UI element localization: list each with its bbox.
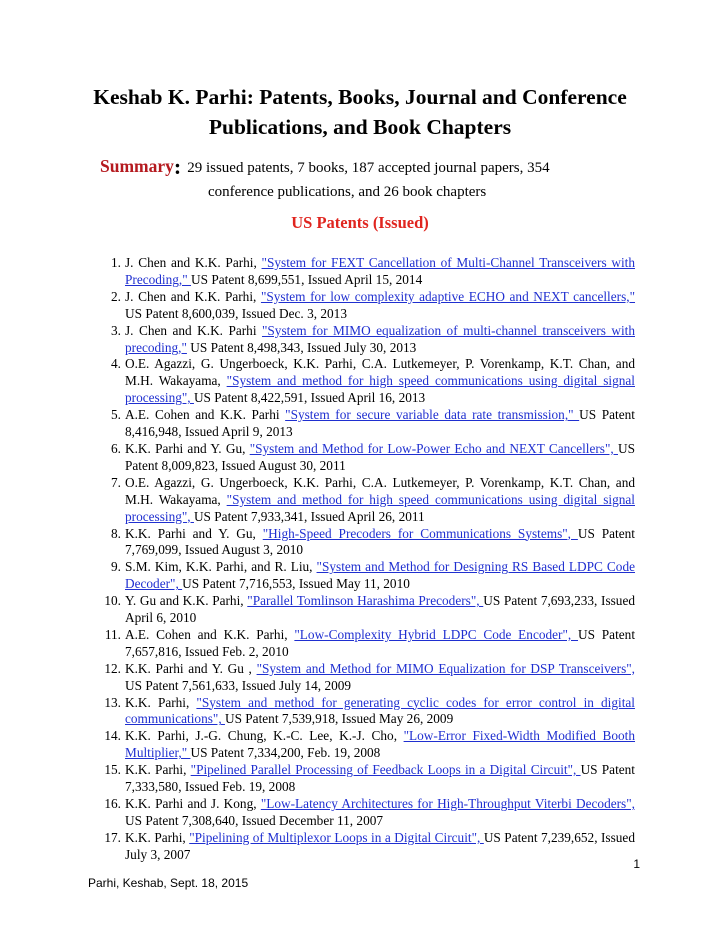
patent-title-link[interactable]: "System and method for high speed communications using digital signal processing", [125, 491, 635, 524]
patent-details: US Patent 7,561,633, Issued July 14, 2009 [125, 677, 352, 693]
patent-title-link[interactable]: "System for low complexity adaptive ECHO and NEXT cancellers," [260, 288, 636, 304]
patent-number: 15. [104, 762, 121, 778]
patent-number: 9. [111, 559, 121, 575]
patent-item [104, 694, 635, 729]
patent-details: US Patent 7,716,553, Issued May 11, 2010 [182, 576, 410, 592]
page-footer: Parhi, Keshab, Sept. 18, 2015 [88, 876, 249, 890]
patent-item [111, 440, 635, 475]
patent-item [104, 593, 635, 627]
title-line-2: Publications, and Book Chapters [208, 115, 512, 139]
patent-number: 2. [111, 288, 121, 304]
patent-item [104, 829, 635, 864]
patent-details: US Patent 7,333,580, Issued Feb. 19, 2008 [125, 762, 636, 795]
page-number: 1 [633, 857, 640, 871]
patent-authors: O.E. Agazzi, G. Ungerboeck, K.K. Parhi, C.A. Lutkemeyer, P. Vorenkamp, K.T. Chan, and M.H. Wakayama, [125, 356, 635, 389]
patent-authors: K.K. Parhi and Y. Gu, [125, 440, 250, 456]
section-heading-us-patents: US Patents (Issued) [291, 213, 429, 232]
patent-details: US Patent 8,699,551, Issued April 15, 2014 [191, 271, 423, 287]
patent-authors: O.E. Agazzi, G. Ungerboeck, K.K. Parhi, C.A. Lutkemeyer, P. Vorenkamp, K.T. Chan, and M.H. Wakayama, [125, 474, 635, 507]
patent-title-link[interactable]: "Low-Complexity Hybrid LDPC Code Encoder", [294, 626, 579, 642]
patent-title-link[interactable]: "System for MIMO equalization of multi-channel transceivers with precoding," [125, 322, 635, 355]
patent-title-link[interactable]: "System for FEXT Cancellation of Multi-Channel Transceivers with Precoding," [125, 255, 635, 287]
patent-authors: K.K. Parhi and Y. Gu, [125, 525, 263, 541]
patent-item [111, 474, 635, 526]
patent-authors: K.K. Parhi, J.-G. Chung, K.-C. Lee, K.-J. Cho, [125, 728, 404, 744]
patent-authors: K.K. Parhi, [125, 694, 197, 710]
patent-item [111, 288, 636, 323]
patent-authors: J. Chen and K.K. Parhi, [125, 288, 261, 304]
patent-details: US Patent 7,933,341, Issued April 26, 2011 [193, 508, 425, 524]
patent-number: 11. [104, 626, 121, 642]
patent-item [104, 796, 635, 830]
patent-authors: Y. Gu and K.K. Parhi, [125, 593, 248, 609]
patent-authors: K.K. Parhi, [125, 829, 190, 845]
patent-number: 14. [104, 728, 121, 744]
patent-details: US Patent 7,334,200, Feb. 19, 2008 [190, 745, 381, 761]
summary-text-line-2: conference publications, and 26 book chapters [208, 184, 487, 200]
patent-details: US Patent 8,600,039, Issued Dec. 3, 2013 [125, 305, 347, 321]
patent-authors: A.E. Cohen and K.K. Parhi, [125, 626, 295, 642]
patent-title-link[interactable]: "Pipelined Parallel Processing of Feedback Loops in a Digital Circuit", [190, 762, 581, 778]
patent-number: 17. [104, 829, 121, 845]
patent-number: 16. [104, 796, 121, 811]
patent-authors: S.M. Kim, K.K. Parhi, and R. Liu, [125, 559, 317, 575]
patent-title-link[interactable]: "System for secure variable data rate transmission," [285, 407, 580, 423]
patent-item [104, 728, 636, 762]
summary-block [100, 153, 640, 205]
patent-title-link[interactable]: "System and Method for Designing RS Based LDPC Code Decoder", [125, 559, 635, 592]
patent-item [111, 525, 635, 560]
patent-details: US Patent 8,009,823, Issued August 30, 2011 [125, 440, 635, 473]
patent-authors: K.K. Parhi and J. Kong, [125, 796, 261, 811]
patent-details: US Patent 7,239,652, Issued July 3, 2007 [125, 829, 635, 862]
patent-number: 4. [111, 356, 121, 372]
patent-title-link[interactable]: "System and method for generating cyclic codes for error control in digital communications", [125, 694, 635, 727]
patent-title-link[interactable]: "Low-Latency Architectures for High-Throughput Viterbi Decoders", [260, 796, 635, 811]
patent-number: 8. [111, 525, 121, 541]
patent-number: 1. [111, 255, 121, 270]
patent-authors: J. Chen and K.K. Parhi, [125, 255, 262, 270]
patent-item [104, 660, 635, 695]
patent-details: US Patent 8,498,343, Issued July 30, 2013 [186, 339, 417, 355]
page-title [60, 82, 660, 142]
patent-number: 3. [111, 322, 121, 338]
patent-number: 7. [111, 474, 121, 490]
patent-title-link[interactable]: "System and method for high speed communications using digital signal processing", [125, 373, 635, 406]
patent-title-link[interactable]: "System and Method for Low-Power Echo and NEXT Cancellers", [249, 440, 618, 456]
patent-item [111, 255, 635, 289]
patent-item [111, 356, 635, 407]
summary-text-line-1: 29 issued patents, 7 books, 187 accepted journal papers, 354 [187, 160, 550, 176]
patent-item [104, 762, 636, 796]
patent-details: US Patent 7,539,918, Issued May 26, 2009 [224, 711, 454, 727]
patent-title-link[interactable]: "Parallel Tomlinson Harashima Precoders", [247, 593, 484, 609]
patent-item [111, 407, 635, 441]
summary-colon: : [173, 154, 182, 179]
patent-details: US Patent 7,693,233, Issued April 6, 2010 [125, 593, 635, 626]
patent-details: US Patent 8,422,591, Issued April 16, 2013 [193, 390, 426, 406]
patent-number: 5. [111, 407, 121, 423]
patent-number: 13. [104, 694, 121, 710]
patent-item [111, 322, 635, 357]
patent-item [111, 559, 635, 593]
patent-authors: A.E. Cohen and K.K. Parhi [125, 407, 286, 423]
patent-authors: K.K. Parhi, [125, 762, 191, 778]
summary-label: Summary [100, 156, 174, 176]
patent-authors: J. Chen and K.K. Parhi [125, 322, 262, 338]
patent-number: 10. [104, 593, 121, 609]
patent-details: US Patent 7,308,640, Issued December 11, 2007 [125, 812, 384, 828]
patent-details: US Patent 7,657,816, Issued Feb. 2, 2010 [125, 626, 636, 659]
patent-number: 12. [104, 660, 121, 676]
patent-item [104, 626, 636, 661]
patent-list [104, 255, 636, 864]
patent-details: US Patent 7,769,099, Issued August 3, 2010 [125, 525, 635, 558]
patent-title-link[interactable]: "Pipelining of Multiplexor Loops in a Digital Circuit", [189, 829, 484, 845]
patent-title-link[interactable]: "Low-Error Fixed-Width Modified Booth Multiplier," [125, 728, 636, 761]
patent-number: 6. [111, 440, 121, 456]
patent-title-link[interactable]: "System and Method for MIMO Equalization for DSP Transceivers", [256, 660, 635, 676]
patent-title-link[interactable]: "High-Speed Precoders for Communications Systems", [262, 525, 578, 541]
title-line-1: Keshab K. Parhi: Patents, Books, Journal and Conference [93, 85, 627, 109]
patent-details: US Patent 8,416,948, Issued April 9, 2013 [125, 407, 635, 440]
patent-authors: K.K. Parhi and Y. Gu , [125, 660, 257, 676]
